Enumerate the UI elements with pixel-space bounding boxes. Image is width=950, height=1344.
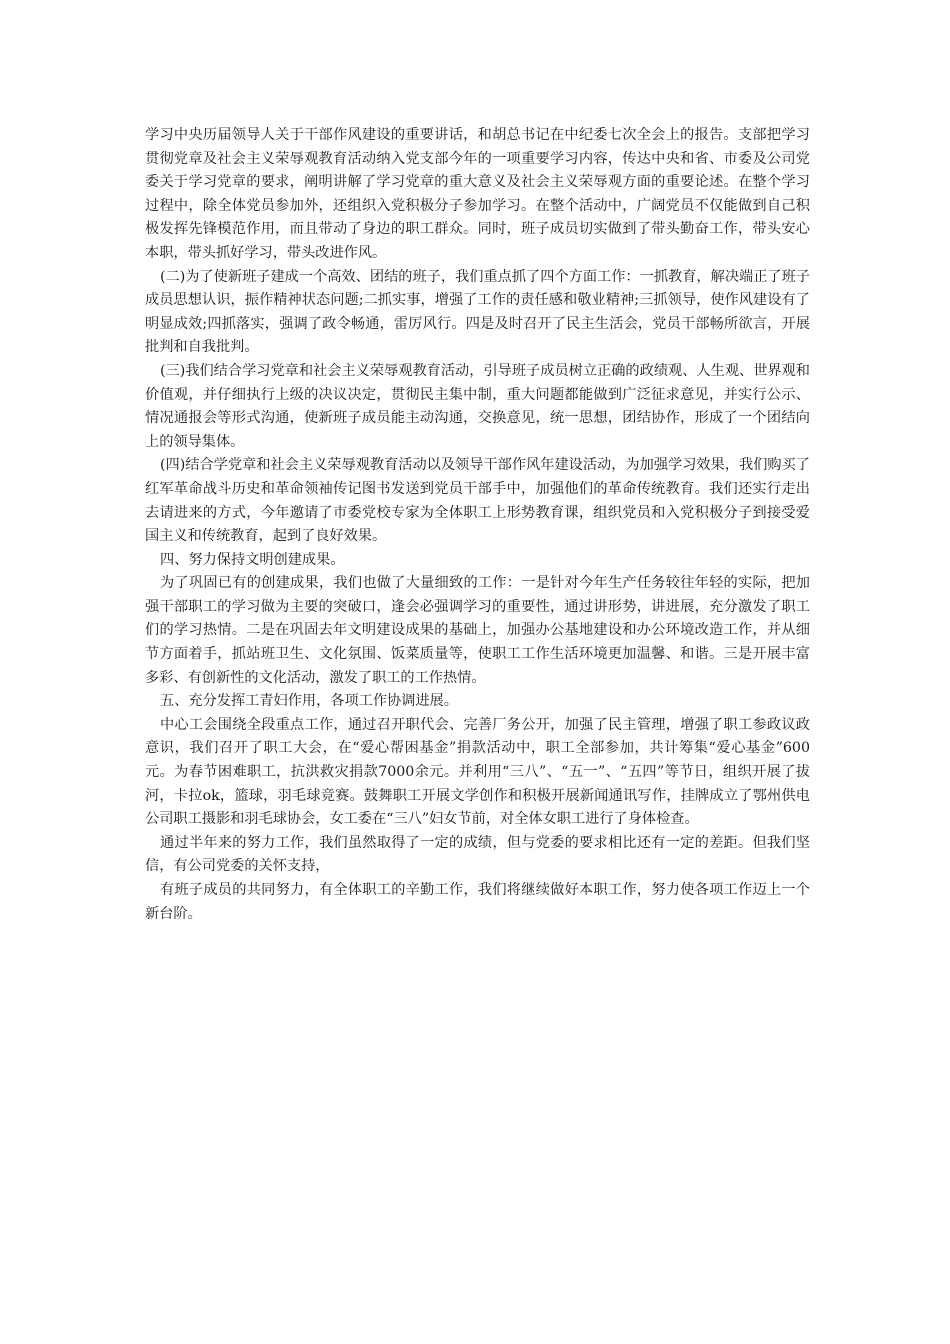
paragraph-summary: 通过半年来的努力工作，我们虽然取得了一定的成绩，但与党委的要求相比还有一定的差距。但我们坚信，有公司党委的关怀支持， — [145, 834, 810, 875]
paragraph-union-activities: 中心工会围绕全段重点工作，通过召开职代会、完善厂务公开，加强了民主管理，增强了职工参政议政意识，我们召开了职工大会，在“爱心帮困基金”捐款活动中，职工全部参加，共计筹集“爱心基金”600元。为春节困难职工，抗洪救灾捐款7000余元。并利用“三八”、“五一”、“五四”等节日，组织开展了拔河，卡拉ok，篮球，羽毛球竞赛。鼓舞职工开展文学创作和积极开展新闻通讯写作，挂牌成立了鄂州供电公司职工摄影和羽毛球协会，女工委在“三八”妇女节前，对全体女职工进行了身体检查。 — [145, 716, 810, 828]
paragraph-leadership-unity: (三)我们结合学习党章和社会主义荣辱观教育活动，引导班子成员树立正确的政绩观、人生观、世界观和价值观，并仔细执行上级的决议决定，贯彻民主集中制，重大问题都能做到广泛征求意见，并实行公示、情况通报会等形式沟通，使新班子成员能主动沟通，交换意见，统一思想，团结协作，形成了一个团结向上的领导集体。 — [145, 362, 810, 450]
paragraph-civilization-work: 为了巩固已有的创建成果，我们也做了大量细致的工作：一是针对今年生产任务较往年轻的实际，把加强干部职工的学习做为主要的突破口，逢会必强调学习的重要性，通过讲形势，讲进展，充分激发了职工们的学习热情。二是在巩固去年文明建设成果的基础上，加强办公基地建设和办公环境改造工作，并从细节方面着手，抓站班卫生、文化氛围、饭菜质量等，使职工工作生活环境更加温馨、和谐。三是开展丰富多彩、有创新性的文化活动，激发了职工的工作热情。 — [145, 575, 810, 686]
paragraph-conclusion: 有班子成员的共同努力，有全体职工的辛勤工作，我们将继续做好本职工作，努力使各项工作迈上一个新台阶。 — [145, 882, 810, 922]
paragraph-revolutionary-education: (四)结合学党章和社会主义荣辱观教育活动以及领导干部作风年建设活动，为加强学习效果，我们购买了红军革命战斗历史和革命领袖传记图书发送到党员干部手中，加强他们的革命传统教育。我们还实行走出去请进来的方式，今年邀请了市委党校专家为全体职工上形势教育课，组织党员和入党积极分子到接受爱国主义和传统教育，起到了良好效果。 — [145, 457, 810, 545]
document-body — [145, 124, 810, 926]
section-heading-civilization: 四、努力保持文明创建成果。 — [160, 551, 345, 568]
paragraph-party-study: 学习中央历届领导人关于干部作风建设的重要讲话，和胡总书记在中纪委七次全会上的报告。支部把学习贯彻党章及社会主义荣辱观教育活动纳入党支部今年的一项重要学习内容，传达中央和省、市委及公司党委关于学习党章的要求，阐明讲解了学习党章的重大意义及社会主义荣辱观方面的重要论述。在整个学习过程中，除全体党员参加外，还组织入党积极分子参加学习。在整个活动中，广阔党员不仅能做到自己积极发挥先锋模范作用，而且带动了身边的职工群众。同时，班子成员切实做到了带头勤奋工作，带头安心本职，带头抓好学习，带头改进作风。 — [145, 127, 810, 261]
section-heading-union-work: 五、充分发挥工青妇作用，各项工作协调进展。 — [160, 693, 458, 710]
paragraph-team-building: (二)为了使新班子建成一个高效、团结的班子，我们重点抓了四个方面工作：一抓教育，解决端正了班子成员思想认识，振作精神状态问题;二抓实事，增强了工作的责任感和敬业精神;三抓领导，使作风建设有了明显成效;四抓落实，强调了政令畅通，雷厉风行。四是及时召开了民主生活会，党员干部畅所欲言，开展批判和自我批判。 — [145, 268, 810, 356]
